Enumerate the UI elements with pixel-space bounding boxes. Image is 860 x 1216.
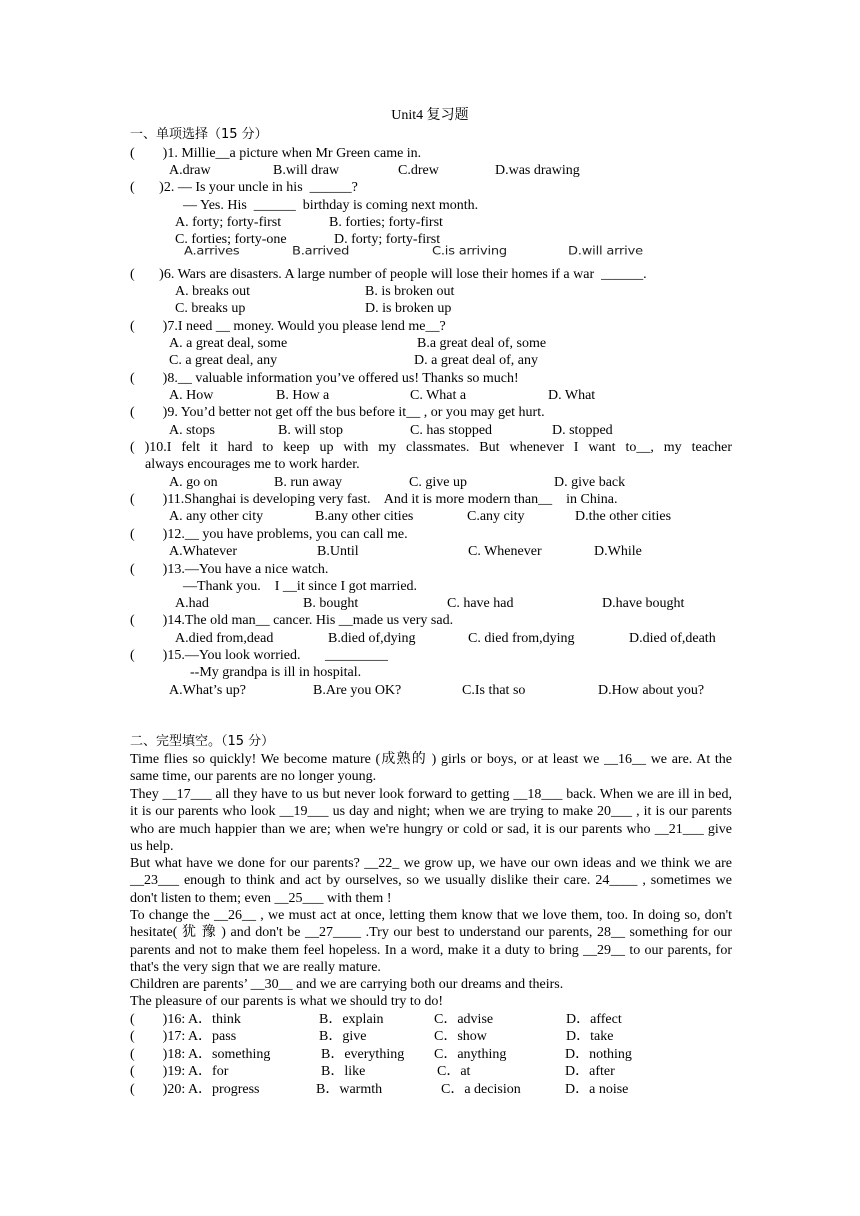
option: A. a great deal, some	[169, 336, 288, 351]
option: C. What a	[410, 388, 467, 403]
option: D．take	[566, 1029, 614, 1044]
option: D.the other cities	[575, 509, 672, 524]
option: D.have bought	[602, 596, 685, 611]
question-1: ( )1. Millie__a picture when Mr Green came in.	[130, 146, 422, 161]
option: C. give up	[409, 475, 467, 490]
option: C.any city	[467, 509, 525, 524]
ghost-option: C.is arriving	[432, 244, 507, 259]
cloze-paragraph: Time flies so quickly! We become mature (成熟的 ) girls or boys, or at least we __16__ we are. At the same time, our parents are no longer young.	[130, 752, 732, 785]
option: C. Whenever	[468, 544, 542, 559]
section1-heading: 一、单项选择（15 分）	[130, 127, 268, 142]
ghost-option: A.arrives	[184, 244, 240, 259]
option: C.Is that so	[462, 683, 526, 698]
option: C．at	[437, 1064, 471, 1079]
question-line: —Thank you. I __it since I got married.	[183, 579, 418, 594]
option: C．anything	[434, 1047, 507, 1062]
question-13: ( )13.—You have a nice watch.	[130, 562, 329, 577]
cloze-question: ( )18: A．something	[130, 1047, 271, 1062]
question-7: ( )7.I need __ money. Would you please lend me__?	[130, 319, 446, 334]
cloze-paragraph: The pleasure of our parents is what we should try to do!	[130, 994, 443, 1009]
option: B. run away	[274, 475, 343, 490]
page-title: Unit4 复习题	[391, 108, 469, 123]
option: C.drew	[398, 163, 439, 178]
option: A.What’s up?	[169, 683, 246, 698]
option: A.died from,dead	[175, 631, 274, 646]
option: B. forties; forty-first	[329, 215, 443, 230]
option: B．explain	[319, 1012, 384, 1027]
question-line: always encourages me to work harder.	[145, 457, 360, 472]
cloze-paragraph: Children are parents’ __30__ and we are carrying both our dreams and theirs.	[130, 977, 564, 992]
option: B．like	[321, 1064, 366, 1079]
option: B.Until	[317, 544, 359, 559]
ghost-option: B.arrived	[292, 244, 350, 259]
option: D.was drawing	[495, 163, 580, 178]
question-15: ( )15.—You look worried. _________	[130, 648, 388, 663]
option: C. has stopped	[410, 423, 493, 438]
section2-heading: 二、完型填空。（15 分）	[130, 734, 275, 749]
option: B．warmth	[316, 1082, 383, 1097]
option: D. is broken up	[365, 301, 452, 316]
option: B.will draw	[273, 163, 340, 178]
option: D. stopped	[552, 423, 613, 438]
option: D. give back	[554, 475, 626, 490]
option: A. any other city	[169, 509, 264, 524]
question-line: --My grandpa is ill in hospital.	[190, 665, 362, 680]
option: B．give	[319, 1029, 367, 1044]
question-8: ( )8.__ valuable information you’ve offered us! Thanks so much!	[130, 371, 519, 386]
option: B. bought	[303, 596, 359, 611]
option: C．advise	[434, 1012, 494, 1027]
cloze-question: ( )17: A．pass	[130, 1029, 237, 1044]
option: C. a great deal, any	[169, 353, 278, 368]
question-6: ( )6. Wars are disasters. A large number of people will lose their homes if a war ______.	[130, 267, 647, 282]
option: B．everything	[321, 1047, 405, 1062]
option: C. breaks up	[175, 301, 246, 316]
option: C．a decision	[441, 1082, 521, 1097]
option: A. stops	[169, 423, 215, 438]
question-10: ( )10.I felt it hard to keep up with my classmates. But whenever I want to__, my teacher	[130, 440, 732, 455]
cloze-paragraph: To change the __26__ , we must act at once, letting them know that we love them, too. In doing so, don't hesitate( 犹 豫 ) and don't be __27____ .Try our best to understand our parents, 28__ something for our parents and not to make them feel hopeless. In a word, make it a duty to bring __29__ to our parents, for that's the very sign that we are really mature.	[130, 908, 732, 975]
option: D．affect	[566, 1012, 622, 1027]
option: A. breaks out	[175, 284, 251, 299]
option: D.How about you?	[598, 683, 705, 698]
option: C. died from,dying	[468, 631, 575, 646]
cloze-question: ( )19: A．for	[130, 1064, 229, 1079]
option: A.had	[175, 596, 209, 611]
question-14: ( )14.The old man__ cancer. His __made us very sad.	[130, 613, 454, 628]
option: C. have had	[447, 596, 514, 611]
question-2: ( )2. — Is your uncle in his ______?	[130, 180, 358, 195]
option: B.died of,dying	[328, 631, 416, 646]
option: D. a great deal of, any	[414, 353, 538, 368]
option: B. will stop	[278, 423, 343, 438]
option: B. is broken out	[365, 284, 455, 299]
question-line: — Yes. His ______ birthday is coming next month.	[183, 198, 479, 213]
cloze-question: ( )20: A．progress	[130, 1082, 260, 1097]
option: B.a great deal of, some	[417, 336, 547, 351]
option: D. forty; forty-first	[334, 232, 441, 247]
option: B. How a	[276, 388, 330, 403]
option: B.any other cities	[315, 509, 414, 524]
option: C. forties; forty-one	[175, 232, 287, 247]
option: A. go on	[169, 475, 218, 490]
option: D．a noise	[565, 1082, 629, 1097]
cloze-paragraph: But what have we done for our parents? __22_ we grow up, we have our own ideas and we think we are __23___ enough to think and act by ourselves, so we usually dislike their care. 24____ , sometimes we don't listen to them; even __25___ with them !	[130, 856, 732, 906]
option: A. How	[169, 388, 214, 403]
cloze-paragraph: They __17___ all they have to us but never look forward to getting __18___ back. When we are ill in bed, it is our parents who look __19___ us day and night; when we are trying to make 20___ , it is our parents who are much happier than we are; when we're hungry or cold or sad, it is our parents who __21___ give us help.	[130, 787, 732, 854]
option: C．show	[434, 1029, 487, 1044]
option: D．nothing	[565, 1047, 632, 1062]
question-11: ( )11.Shanghai is developing very fast. And it is more modern than__ in China.	[130, 492, 618, 507]
question-12: ( )12.__ you have problems, you can call me.	[130, 527, 408, 542]
ghost-option: D.will arrive	[568, 244, 643, 259]
question-9: ( )9. You’d better not get off the bus before it__ , or you may get hurt.	[130, 405, 545, 420]
cloze-question: ( )16: A．think	[130, 1012, 241, 1027]
option: A. forty; forty-first	[175, 215, 282, 230]
option: D．after	[565, 1064, 615, 1079]
option: A.Whatever	[169, 544, 238, 559]
option: D.died of,death	[629, 631, 716, 646]
option: B.Are you OK?	[313, 683, 402, 698]
option: D.While	[594, 544, 642, 559]
option: A.draw	[169, 163, 211, 178]
option: D. What	[548, 388, 596, 403]
